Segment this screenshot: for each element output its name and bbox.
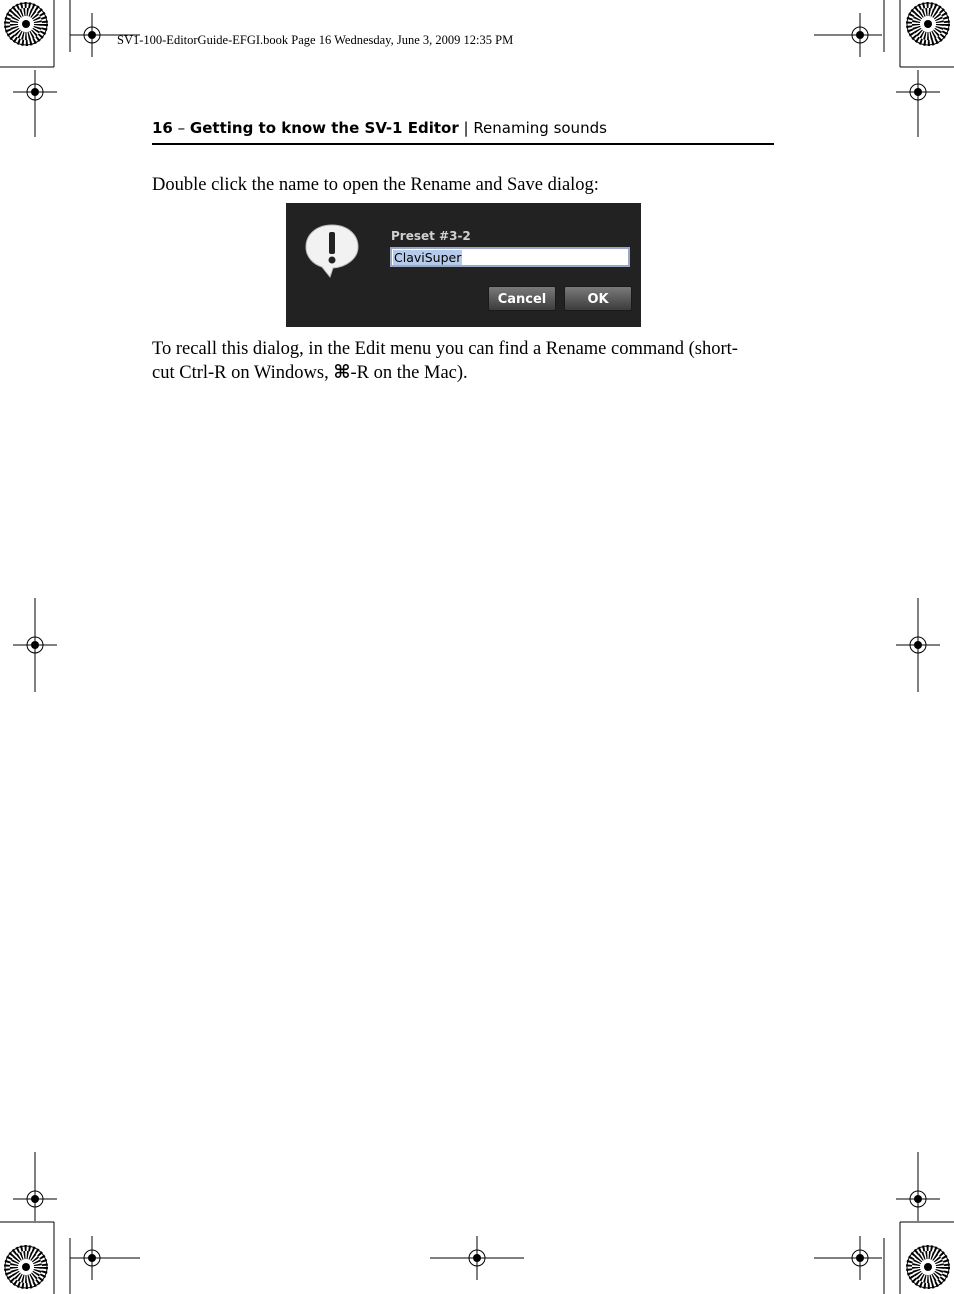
rename-dialog-screenshot [286, 203, 641, 327]
header-chapter: Getting to know the SV-1 Editor [189, 119, 459, 137]
recall-line2-before: cut Ctrl-R on Windows, [152, 363, 334, 383]
recall-paragraph [152, 338, 774, 385]
dialog-title: Preset #3-2 [391, 229, 471, 243]
ok-button[interactable]: OK [564, 286, 632, 311]
header-dash: – [172, 119, 190, 137]
running-header [152, 119, 774, 145]
alert-icon [304, 223, 360, 284]
preset-name-input[interactable] [390, 247, 630, 267]
header-section: Renaming sounds [473, 119, 607, 137]
recall-paragraph-line1: To recall this dialog, in the Edit menu you can find a Rename command (short- [152, 339, 738, 359]
intro-paragraph: Double click the name to open the Rename and Save dialog: [152, 175, 599, 195]
recall-paragraph-line2 [152, 361, 774, 385]
command-key-icon: ⌘ [333, 362, 351, 383]
recall-line2-after: -R on the Mac). [350, 363, 468, 383]
header-separator: | [458, 119, 474, 137]
print-slug: SV1-100-EditorGuide-EFGI.book Page 16 Wednesday, June 3, 2009 12:35 PM [117, 33, 514, 47]
preset-name-value: ClaviSuper [394, 250, 462, 265]
header-page-number: 16 [152, 119, 173, 137]
cancel-button[interactable]: Cancel [488, 286, 556, 311]
